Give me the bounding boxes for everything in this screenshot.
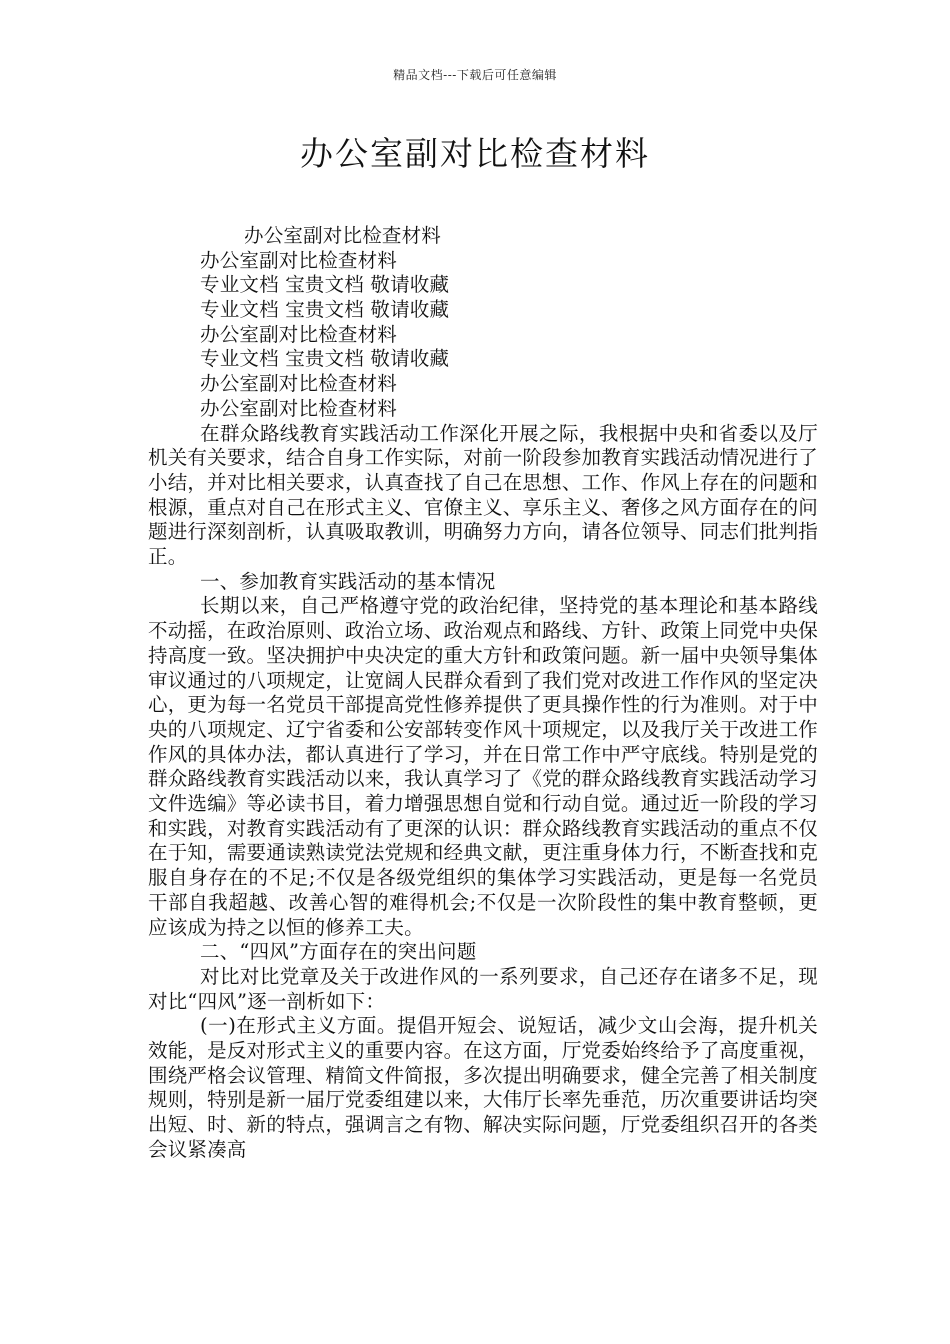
intro-line: 办公室副对比检查材料 [200, 372, 398, 396]
intro-line: 办公室副对比检查材料 [200, 248, 398, 272]
section-heading: 一、参加教育实践活动的基本情况 [200, 569, 496, 593]
intro-line: 专业文档 宝贵文档 敬请收藏 [200, 298, 450, 322]
intro-line: 专业文档 宝贵文档 敬请收藏 [200, 347, 450, 371]
intro-line: 办公室副对比检查材料 [244, 224, 442, 247]
document-title: 办公室副对比检查材料 [300, 134, 650, 173]
intro-line: 办公室副对比检查材料 [200, 396, 398, 420]
body-paragraph: 在群众路线教育实践活动工作深化开展之际，我根据中央和省委以及厅机关有关要求，结合自身工作实际，对前一阶段参加教育实践活动情况进行了小结，并对比相关要求，认真查找了自己在思想、工作、作风上存在的问题和根源，重点对自己在形式主义、官僚主义、享乐主义、奢侈之风方面存在的问题进行深刻剖析，认真吸取教训，明确努力方向，请各位领导、同志们批判指正。 [148, 421, 818, 569]
section-heading: 二、“四风”方面存在的突出问题 [200, 940, 477, 964]
body-paragraph: (一)在形式主义方面。提倡开短会、说短话，减少文山会海，提升机关效能，是反对形式主义的重要内容。在这方面，厅党委始终给予了高度重视，围绕严格会议管理、精简文件简报，多次提出明确要求，健全完善了相关制度规则，特别是新一届厅党委组建以来，大伟厅长率先垂范，历次重要讲话均突出短、时、新的特点，强调言之有物、解决实际问题，厅党委组织召开的各类会议紧凑高 [148, 1014, 818, 1161]
body-paragraph: 长期以来，自己严格遵守党的政治纪律，坚持党的基本理论和基本路线不动摇，在政治原则、政治立场、政治观点和路线、方针、政策上同党中央保持高度一致。坚决拥护中央决定的重大方针和政策问题。新一届中央领导集体审议通过的八项规定，让宽阔人民群众看到了我们党对改进工作作风的坚定决心，更为每一名党员干部提高党性修养提供了更具操作性的行为准则。对于中央的八项规定、辽宁省委和公安部转变作风十项规定，以及我厅关于改进工作作风的具体办法，都认真进行了学习，并在日常工作中严守底线。特别是党的群众路线教育实践活动以来，我认真学习了《党的群众路线教育实践活动学习文件选编》等必读书目，着力增强思想自觉和行动自觉。通过近一阶段的学习和实践，对教育实践活动有了更深的认识：群众路线教育实践活动的重点不仅在于知，需要通读熟读党法党规和经典文献，更注重身体力行，不断查找和克服自身存在的不足;不仅是各级党组织的集体学习实践活动，更是每一名党员干部自我超越、改善心智的难得机会;不仅是一次阶段性的集中教育整顿，更应该成为持之以恒的修养工夫。 [148, 594, 818, 939]
header-note: 精品文档---下载后可任意编辑 [393, 68, 557, 82]
document-body [148, 224, 818, 1163]
intro-line: 办公室副对比检查材料 [200, 322, 398, 346]
intro-line: 专业文档 宝贵文档 敬请收藏 [200, 273, 450, 297]
body-paragraph: 对比对比党章及关于改进作风的一系列要求，自己还存在诸多不足，现对比“四风”逐一剖析如下： [148, 964, 818, 1013]
